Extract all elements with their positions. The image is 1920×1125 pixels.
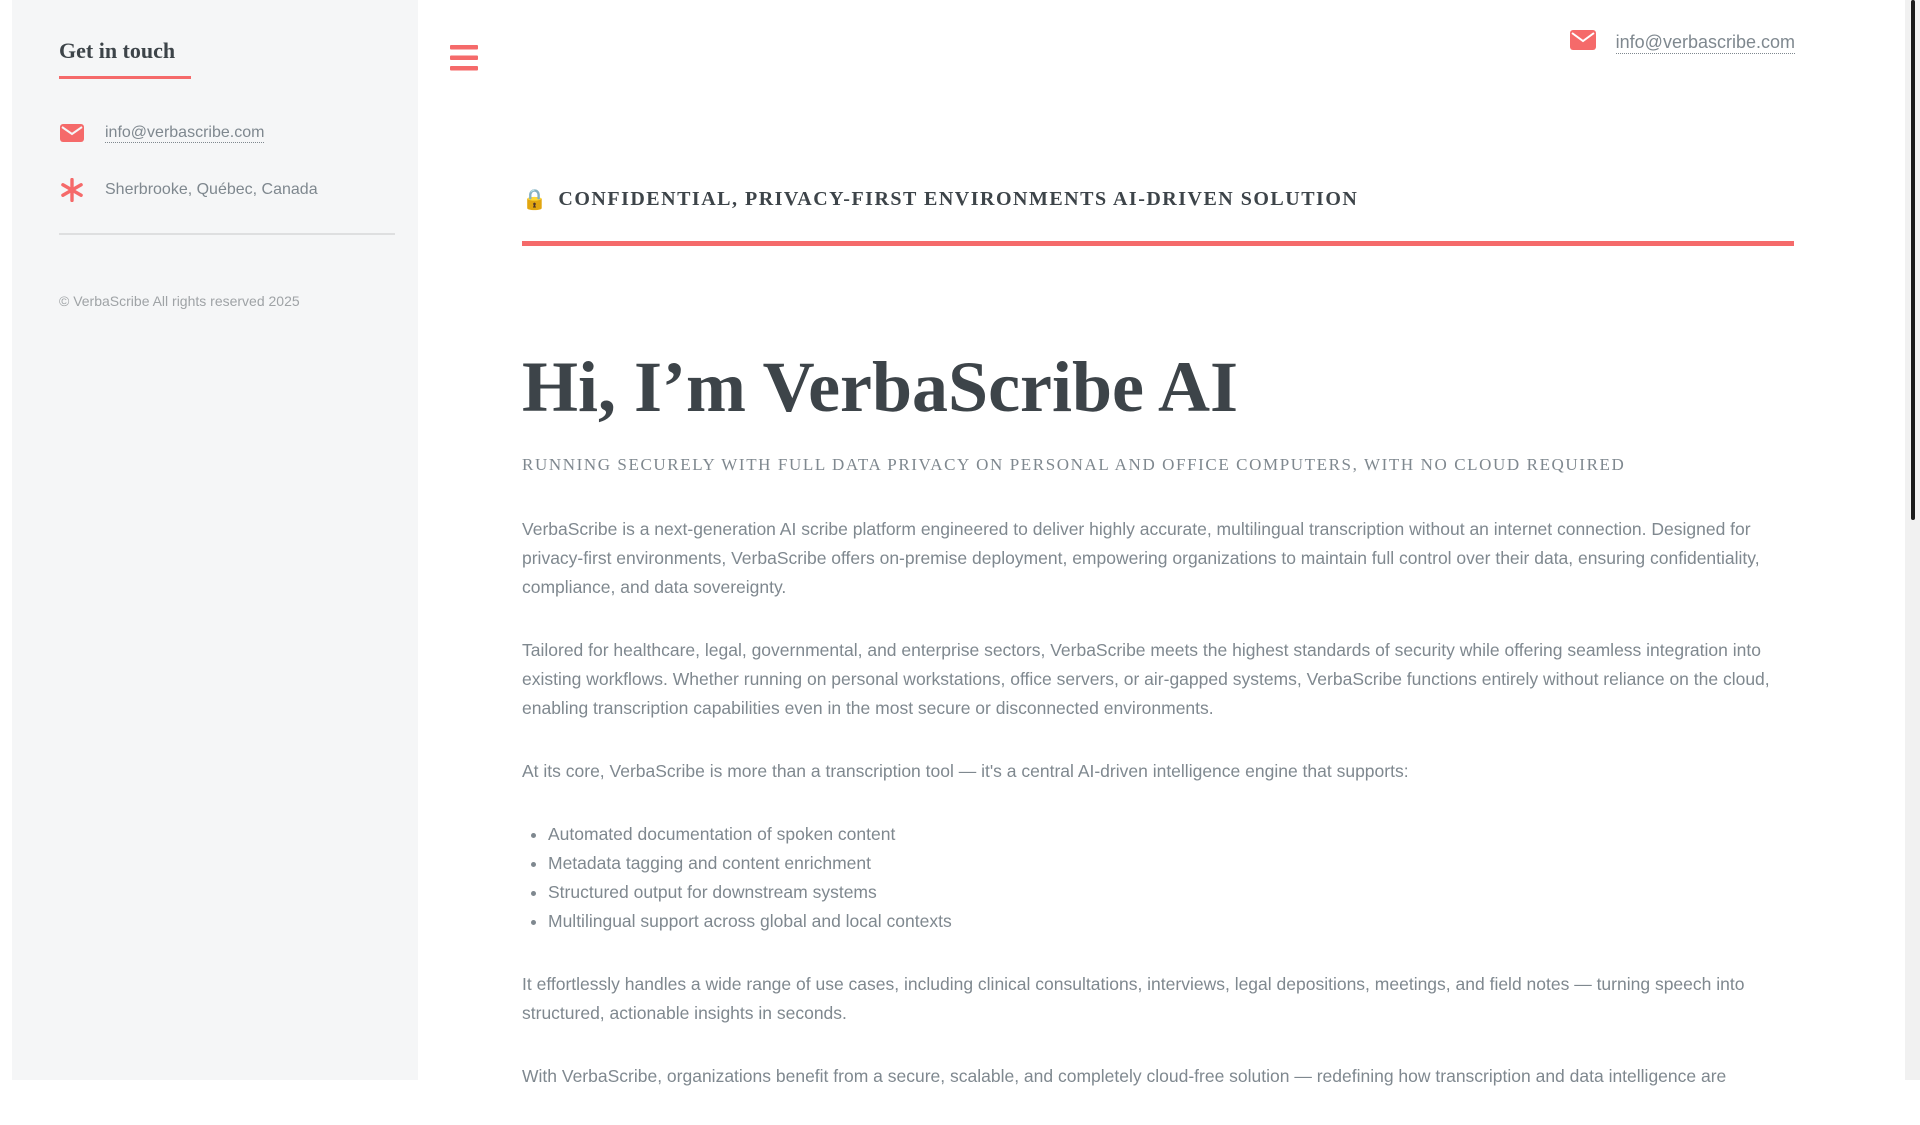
envelope-icon [1570,30,1596,55]
sidebar-email-link[interactable]: info@verbascribe.com [105,123,265,141]
banner-divider [522,241,1794,246]
contact-location [59,176,383,204]
list-item: • Structured output for downstream systems [548,878,1794,907]
location-text: Sherbrooke, Québec, Canada [105,181,318,198]
main-content [522,345,1794,1125]
list-item: • Automated documentation of spoken content [548,820,1794,849]
sidebar [12,0,418,1080]
sidebar-divider [59,233,395,235]
banner-title-text: CONFIDENTIAL, PRIVACY-FIRST ENVIRONMENTS AI-DRIVEN SOLUTION [558,188,1359,210]
asterisk-icon [59,178,85,202]
scrollbar-thumb[interactable] [1911,0,1915,520]
envelope-icon [59,124,85,142]
header-contact [1570,30,1795,55]
feature-list [522,820,1794,936]
paragraph: Tailored for healthcare, legal, governmental, and enterprise sectors, VerbaScribe meets the highest standards of security while offering seamless integration into existing workflows. Whether running on personal workstations, office servers, or air-gapped systems, VerbaScribe functions entirely without reliance on the cloud, enabling transcription capabilities even in the most secure or disconnected environments. [522,640,1770,718]
banner-title [522,187,1794,212]
paragraph: VerbaScribe is a next-generation AI scribe platform engineered to deliver highly accurate, multilingual transcription without an internet connection. Designed for privacy-first environments, VerbaScribe offers on-premise deployment, empowering organizations to maintain full control over their data, ensuring confidentiality, compliance, and data sovereignty. [522,519,1760,597]
list-item: • Metadata tagging and content enrichment [548,849,1794,878]
page-subtitle: RUNNING SECURELY WITH FULL DATA PRIVACY ON PERSONAL AND OFFICE COMPUTERS, WITH NO CLOUD REQUIRED [522,455,1626,474]
lock-icon: 🔒 [522,189,549,211]
contact-email [59,119,383,147]
page-title: Hi, I’m VerbaScribe AI [522,347,1239,427]
paragraph: With VerbaScribe, organizations benefit from a secure, scalable, and completely cloud-free solution — redefining how transcription and data intelligence are [522,1066,1727,1086]
header-email-link[interactable]: info@verbascribe.com [1615,31,1795,52]
contact-list [47,119,383,204]
copyright: © VerbaScribe All rights reserved 2025 [59,293,300,309]
paragraph: At its core, VerbaScribe is more than a transcription tool — it's a central AI-driven intelligence engine that supports: [522,761,1409,781]
sidebar-heading: Get in touch [59,38,191,79]
hamburger-icon[interactable] [450,45,478,71]
list-item: • Multilingual support across global and local contexts [548,907,1794,936]
paragraph: It effortlessly handles a wide range of use cases, including clinical consultations, interviews, legal depositions, meetings, and field notes — turning speech into structured, actionable insights in seconds. [522,974,1745,1023]
